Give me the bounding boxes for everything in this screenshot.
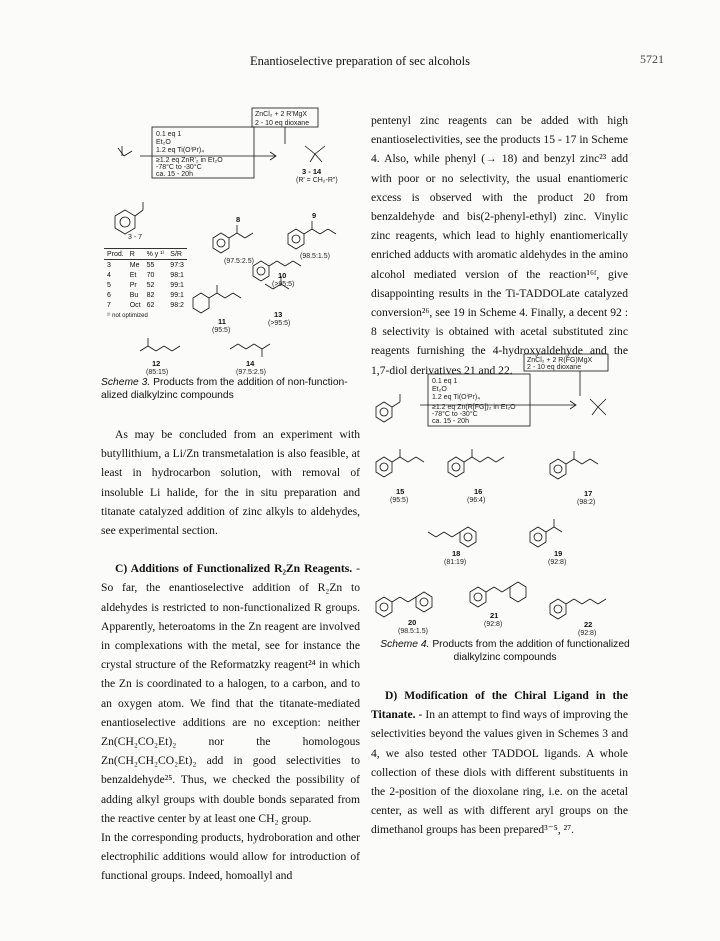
svg-text:(85:15): (85:15)	[146, 369, 169, 376]
left-paragraph-3: In the corresponding products, hydroboration and other electrophilic additions would allow for introduction of functional groups. Indeed, homoallyl and	[101, 831, 360, 883]
left-paragraph-2: - So far, the enantioselective addition of R₂Zn to aldehydes is restricted to non-functionalized R groups. Apparently, heteroatoms in the Zn reagent are involved in complexations with the metal, see for instance the crystal structure of the Reformatzky reagent²⁴ in which the Zn is coordinated to a halogen, to a carbon, and to an oxygen atom. We find that the titanate-mediated enantioselective additions are no exception: neither Zn(CH₂CO₂Et)₂ nor the homologous Zn(CH₂CH₂CO₂Et)₂ add in good selectivities to benzaldehyde²⁵. Thus, we checked the possibility of adding alkyl groups with double bonds separated from the reactive center by at least one CH₂ group.	[101, 562, 360, 825]
svg-text:17: 17	[584, 489, 593, 498]
section-heading-d: D) Modification of the Chiral Ligand in the Titanate.	[371, 689, 628, 722]
svg-text:20: 20	[408, 618, 417, 627]
svg-text:13: 13	[274, 310, 283, 319]
table-footnote-row: ¹⁾ not optimized	[107, 312, 148, 319]
svg-text:(98.5:1.5): (98.5:1.5)	[398, 628, 428, 635]
table-row: 4 Et 70 98:1	[107, 271, 184, 279]
svg-text:ca. 15 - 20h: ca. 15 - 20h	[432, 418, 469, 425]
svg-text:15: 15	[396, 487, 405, 496]
s4-reagent-line1: ZnCl₂ + 2 R(FG)MgX	[527, 357, 593, 364]
svg-text:(95:5): (95:5)	[390, 497, 409, 504]
svg-text:(92:8): (92:8)	[484, 621, 503, 628]
svg-text:(97.5:2.5): (97.5:2.5)	[236, 369, 266, 376]
s3-product-range: 3 - 14	[302, 167, 322, 176]
svg-text:(>95:5): (>95:5)	[272, 281, 295, 288]
svg-text:(R' = CH₂-R"): (R' = CH₂-R")	[296, 177, 338, 184]
section-heading-c: C) Additions of Functionalized R₂Zn Reagents.	[115, 562, 353, 576]
svg-text:1.2 eq Ti(OⁱPr)₄: 1.2 eq Ti(OⁱPr)₄	[432, 394, 481, 401]
svg-text:(97.5:2.5): (97.5:2.5)	[224, 258, 254, 265]
svg-text:ca. 15 - 20h: ca. 15 - 20h	[156, 171, 193, 178]
table-row: 6 Bu 82 99:1	[107, 291, 184, 299]
svg-text:11: 11	[218, 317, 226, 326]
svg-text:16: 16	[474, 487, 483, 496]
svg-text:10: 10	[278, 271, 287, 280]
svg-text:(92:8): (92:8)	[548, 559, 567, 566]
svg-text:(>95:5): (>95:5)	[268, 320, 291, 327]
svg-text:8: 8	[236, 215, 241, 224]
svg-text:-78°C to -30°C: -78°C to -30°C	[156, 164, 202, 171]
svg-text:≥1.2 eq Zn(R[FG])₂ in Et₂O: ≥1.2 eq Zn(R[FG])₂ in Et₂O	[432, 404, 516, 411]
svg-text:(92:8): (92:8)	[578, 630, 597, 637]
right-column-bottom	[371, 686, 628, 840]
scheme4-caption: Scheme 4. Products from the addition of functionalized dialkylzinc compounds	[380, 639, 630, 663]
svg-text:12: 12	[152, 359, 161, 368]
s3-reagent-line2: 2 - 10 eq dioxane	[255, 120, 310, 127]
left-paragraph-1: As may be concluded from an experiment with butyllithium, a Li/Zn transmetalation is also feasible, at least in hydrocarbon solution, with removal of insoluble Li halide, for the in situ preparation and titanate catalyzed addition of zinc alkyls to aldehydes, see experimental section.	[101, 428, 360, 538]
svg-text:Et₂O: Et₂O	[156, 139, 171, 146]
svg-text:14: 14	[246, 359, 255, 368]
left-column	[101, 425, 360, 886]
svg-text:(98.5:1.5): (98.5:1.5)	[300, 253, 330, 260]
svg-text:≥1.2 eq ZnR'₂ in Et₂O: ≥1.2 eq ZnR'₂ in Et₂O	[156, 157, 223, 164]
svg-text:22: 22	[584, 620, 593, 629]
right-paragraph-1: pentenyl zinc reagents can be added with high enantioselectivities, see the products 15 - 17 in Scheme 4. Also, while phenyl (→ 18) and benzyl zinc²³ add with poor or no selectivity, the usual enantiomeric excess is observed with the product 20 from benzaldehyde and bis(2-phenyl-ethyl) zinc. Vinylic zinc reagents, which lead to highly enantiomerically enriched adducts with aromatic aldehydes in the amino alcohol mediated version of the reaction¹⁶ᶠ, give disappointing results in the Ti-TADDOLate catalyzed conversion²⁶, see 19 in Scheme 4. Finally, a decent 92 : 8 selectivity is obtained with acetal substituted zinc reagents furnishing the 4-hydroxyaldehyde and the 1,7-diol derivatives 21 and 22.	[371, 114, 628, 377]
s3-reagent-line1: ZnCl₂ + 2 R'MgX	[255, 111, 308, 118]
svg-text:19: 19	[554, 549, 563, 558]
running-header: Enantioselective preparation of sec alcohols	[249, 54, 471, 68]
scheme3-caption: Scheme 3. Products from the addition of non-function-alized dialkylzinc compounds	[101, 377, 348, 401]
svg-text:0.1 eq 1: 0.1 eq 1	[432, 378, 458, 385]
s4-reagent-line2: 2 - 10 eq dioxane	[527, 364, 582, 371]
svg-text:1.2 eq Ti(OⁱPr)₄: 1.2 eq Ti(OⁱPr)₄	[156, 147, 205, 154]
svg-text:(96:4): (96:4)	[467, 497, 486, 504]
scheme3-yield-table	[104, 248, 187, 320]
right-paragraph-2: - In an attempt to find ways of improving the selectivities beyond the values given in Schemes 3 and 4, we also tested other TADDOL ligands. A whole collection of these diols with different substituents in the 2-position of the dioxolane ring, i.e. on the acetal center, as well as with different aryl groups on the dimethanol groups has been prepared³⁻⁵, ²⁷.	[371, 708, 628, 837]
svg-text:Et₂O: Et₂O	[432, 386, 447, 393]
scheme4-figure	[370, 352, 630, 637]
svg-text:9: 9	[312, 211, 317, 220]
table-row: 5 Pr 52 99:1	[107, 281, 184, 289]
page-number: 5721	[640, 52, 664, 66]
svg-text:18: 18	[452, 549, 461, 558]
right-column-top	[371, 111, 628, 380]
svg-text:(95:5): (95:5)	[212, 327, 231, 334]
svg-text:(98:2): (98:2)	[577, 499, 596, 506]
svg-text:(81:19): (81:19)	[444, 559, 467, 566]
table-header-row: Prod. R % y ¹⁾ S/R	[104, 249, 187, 260]
s3-start-label: 3 - 7	[128, 234, 143, 241]
table-row: 3 Me 55 97:3	[107, 261, 184, 269]
svg-text:21: 21	[490, 611, 499, 620]
svg-text:0.1 eq 1: 0.1 eq 1	[156, 131, 182, 138]
table-row: 7 Oct 62 98:2	[107, 301, 184, 309]
svg-text:-78°C to -30°C: -78°C to -30°C	[432, 411, 478, 418]
